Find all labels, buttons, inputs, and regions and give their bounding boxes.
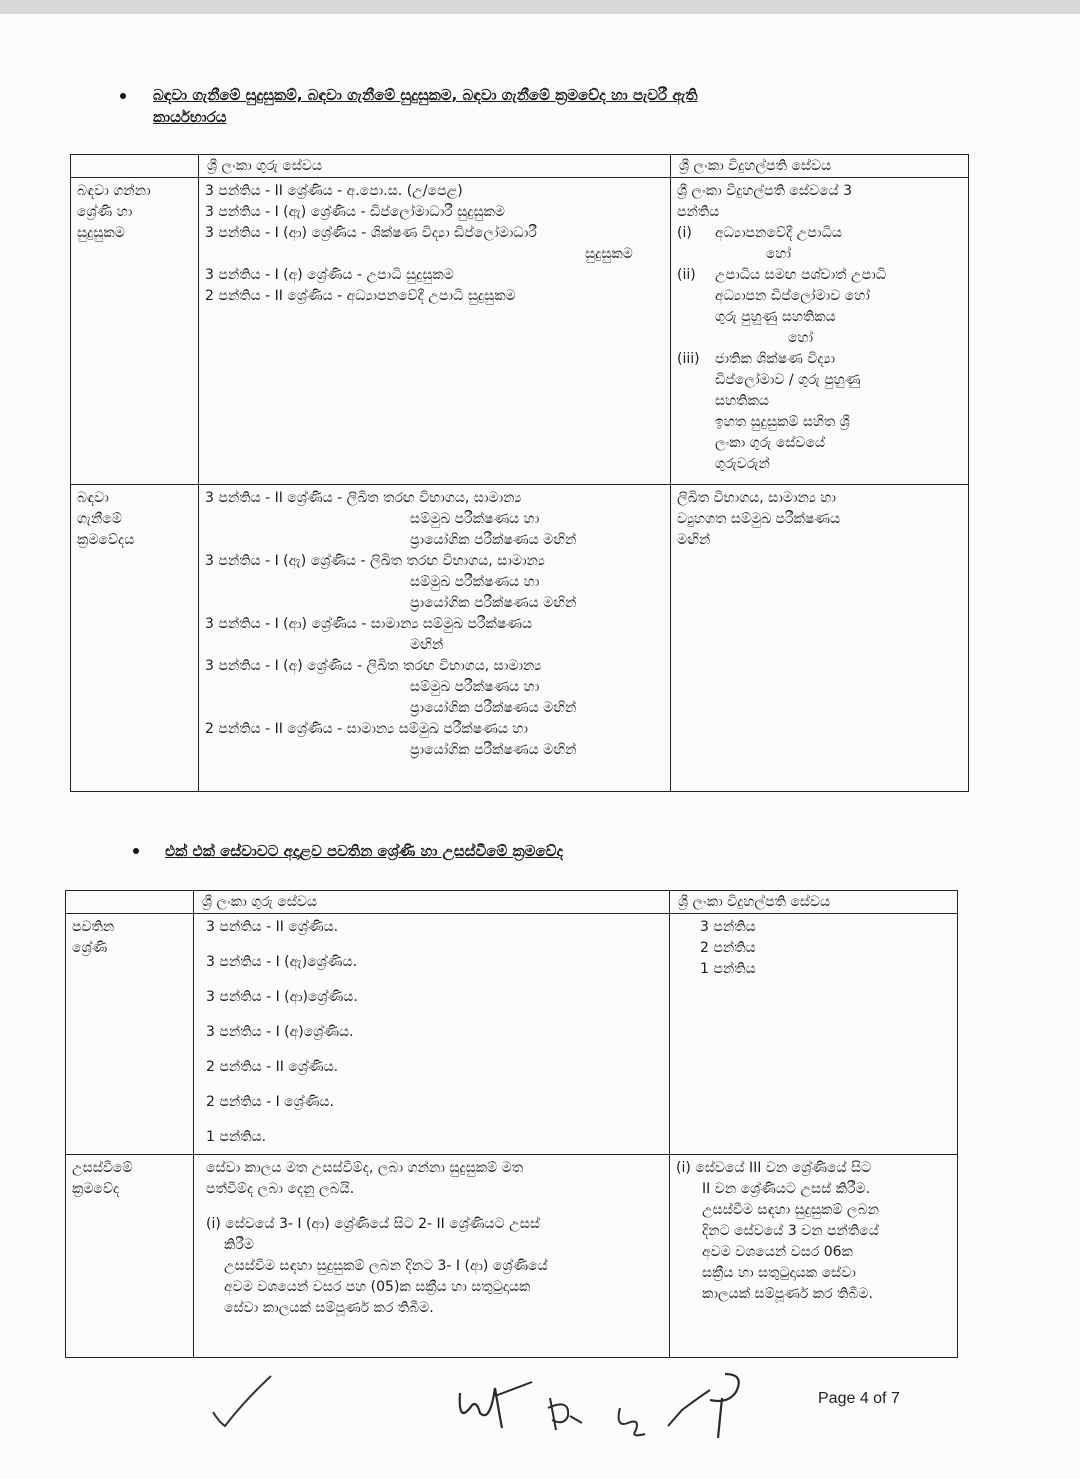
list-item bbox=[677, 349, 962, 475]
teacher-qualifications-cell bbox=[199, 178, 671, 485]
promotion-line: II වන ශ්‍රේණියට උසස් කිරීම. bbox=[702, 1181, 871, 1197]
grade-line: 2 පන්තිය - II ශ්‍රේණිය. bbox=[206, 1059, 339, 1075]
method-item bbox=[205, 551, 664, 614]
row-label-line: පවතින bbox=[72, 919, 115, 935]
bullet-icon bbox=[120, 93, 126, 99]
list-number: (iii) bbox=[677, 351, 700, 367]
section1-heading-line1: බඳවා ගැනීමේ සුදුසුකම්, බඳවා ගැනීමේ සුදුසුකම, බඳවා ගැනීමේ ක්‍රමවේද හා පැවරී ඇති bbox=[153, 86, 698, 104]
grade-line: 1 පන්තිය bbox=[700, 961, 756, 977]
row-label bbox=[71, 178, 199, 485]
header-principal-service: ශ්‍රී ලංකා විදුහල්පති සේවය bbox=[671, 155, 969, 178]
list-line: හෝ bbox=[787, 330, 814, 346]
method-line: සම්මුඛ පරීක්ෂණය හා bbox=[410, 511, 540, 527]
header-empty-cell bbox=[71, 155, 199, 178]
list-line: ඉහත සුදුසුකම් සහිත ශ්‍රී bbox=[715, 414, 850, 430]
table-row bbox=[71, 178, 969, 485]
method-line: 2 පන්තිය - II ශ්‍රේණිය - සාමාන්‍ය සම්මුඛ පරීක්ෂණය හා bbox=[205, 721, 529, 737]
list-line: හෝ bbox=[765, 246, 792, 262]
method-line: ලිඛිත විභාගය, සාමාන්‍ය හා bbox=[677, 490, 836, 506]
qualification-line: 2 පන්තිය - II ශ්‍රේණිය - අධ්‍යාපනවේදී උපාධි සුදුසුකම bbox=[205, 288, 516, 304]
spacer bbox=[206, 1200, 663, 1214]
list-line: ඩිප්ලෝමාව / ගුරු පුහුණු bbox=[715, 372, 861, 388]
row-label-line: සුදුසුකම bbox=[77, 225, 125, 241]
table-row bbox=[71, 485, 969, 792]
method-line: ප්‍රායෝගික පරීක්ෂණය මඟින් bbox=[410, 700, 577, 716]
recruitment-table bbox=[70, 154, 969, 792]
promotion-line: (i) සේවයේ III වන ශ්‍රේණියේ සිට bbox=[676, 1160, 872, 1176]
row-label-line: ක්‍රමවේද bbox=[72, 1181, 120, 1197]
list-line: අධ්‍යාපනවේදී උපාධිය bbox=[715, 225, 842, 241]
promotion-line: අවම වශයෙන් වසර පහ (05)ක සක්‍රීය හා සතුටුදායක bbox=[224, 1279, 531, 1295]
method-item bbox=[205, 656, 664, 719]
method-item bbox=[205, 719, 664, 761]
table-row bbox=[66, 914, 958, 1155]
method-line: ව්‍යුහගත සම්මුඛ පරීක්ෂණය bbox=[677, 511, 841, 527]
row-label-line: උසස්වීමේ bbox=[72, 1160, 133, 1176]
principal-grades-cell bbox=[670, 914, 958, 1155]
method-line: 3 පන්තිය - I (අ) ශ්‍රේණිය - ලිඛිත තරඟ විභාගය, සාමාන්‍ය bbox=[205, 658, 542, 674]
section1-heading bbox=[153, 84, 853, 128]
principal-intro-line: පන්තිය bbox=[677, 204, 720, 220]
signature-icon bbox=[440, 1368, 760, 1438]
method-line: 3 පන්තිය - I (ආ) ශ්‍රේණිය - සාමාන්‍ය සම්මුඛ පරීක්ෂණය bbox=[205, 616, 533, 632]
page-number: Page 4 of 7 bbox=[818, 1390, 900, 1407]
qualification-line: සුදුසුකම bbox=[585, 246, 633, 262]
teacher-grades-cell bbox=[194, 914, 670, 1155]
method-line: ප්‍රායෝගික පරීක්ෂණය මඟින් bbox=[410, 532, 577, 548]
list-line: ගුරු පුහුණු සහතිකය bbox=[715, 309, 836, 325]
row-label-line: ශ්‍රේණි bbox=[72, 940, 108, 956]
header-teacher-service: ශ්‍රී ලංකා ගුරු සේවය bbox=[194, 891, 670, 914]
method-line: 3 පන්තිය - I (ඇ) ශ්‍රේණිය - ලිඛිත තරඟ විභාගය, සාමාන්‍ය bbox=[205, 553, 545, 569]
principal-promotion-cell bbox=[670, 1155, 958, 1358]
list-line: උපාධිය සමඟ පශ්චාත් උපාධි bbox=[715, 267, 887, 283]
promotion-line: අවම වශයෙන් වසර 06ක bbox=[702, 1244, 853, 1260]
method-item bbox=[205, 614, 664, 656]
grade-line: 3 පන්තිය - I (ආ)ශ්‍රේණිය. bbox=[206, 989, 358, 1005]
list-line: සහතිකය bbox=[715, 393, 769, 409]
row-label bbox=[71, 485, 199, 792]
grade-line: 3 පන්තිය - II ශ්‍රේණිය. bbox=[206, 919, 339, 935]
section1-heading-line2: කාර්යභාරය bbox=[153, 108, 227, 126]
method-line: මඟින් bbox=[677, 532, 711, 548]
method-item bbox=[205, 488, 664, 551]
promotion-line: සේවා කාලය මත උසස්වීම්ද, ලබා ගන්නා සුදුසුකම් මත bbox=[206, 1160, 524, 1176]
qualification-line: 3 පන්තිය - II ශ්‍රේණිය - අ.පො.ස. (උ/පෙළ) bbox=[205, 183, 463, 199]
promotion-line: කිරීම bbox=[224, 1237, 254, 1253]
header-principal-service: ශ්‍රී ලංකා විදුහල්පති සේවය bbox=[670, 891, 958, 914]
section2-heading-line: එක් එක් සේවාවට අදාළව පවතින ශ්‍රේණි හා උසස්වීමේ ක්‍රමවේද bbox=[165, 842, 564, 860]
principal-intro-line: ශ්‍රී ලංකා විදුහල්පති සේවයේ 3 bbox=[677, 183, 853, 199]
method-line: සම්මුඛ පරීක්ෂණය හා bbox=[410, 574, 540, 590]
promotion-line: කාලයක් සම්පූර්ණ කර තිබීම. bbox=[702, 1286, 873, 1302]
method-line: ප්‍රායෝගික පරීක්ෂණය මඟින් bbox=[410, 595, 577, 611]
teacher-promotion-cell bbox=[194, 1155, 670, 1358]
row-label-line: ක්‍රමවේදය bbox=[77, 532, 135, 548]
promotion-line: සේවා කාලයක් සම්පූර්ණ කර තිබීම. bbox=[224, 1300, 434, 1316]
promotion-line: පත්වීම්ද ලබා දෙනු ලබයි. bbox=[206, 1181, 355, 1197]
grade-line: 3 පන්තිය - I (අ)ශ්‍රේණිය. bbox=[206, 1024, 354, 1040]
row-label bbox=[66, 1155, 194, 1358]
promotion-line: උසස්වීම සඳහා සුදුසුකම් ලබන දිනට 3- I (ආ) ශ්‍රේණියේ bbox=[224, 1258, 548, 1274]
row-label-line: බඳවා ගන්නා bbox=[77, 183, 151, 199]
method-line: මඟින් bbox=[410, 637, 444, 653]
row-label bbox=[66, 914, 194, 1155]
row-label-line: ගැනීමේ bbox=[77, 511, 122, 527]
method-line: ප්‍රායෝගික පරීක්ෂණය මඟින් bbox=[410, 742, 577, 758]
qualification-line: 3 පන්තිය - I (ආ) ශ්‍රේණිය - ශික්ෂණ විද්‍යා ඩිප්ලෝමාධාරී bbox=[205, 225, 537, 241]
list-item bbox=[677, 223, 962, 265]
promotion-line: දිනට සේවයේ 3 වන පන්තියේ bbox=[702, 1223, 879, 1239]
list-line: ජාතික ශික්ෂණ විද්‍යා bbox=[715, 351, 836, 367]
method-line: සම්මුඛ පරීක්ෂණය හා bbox=[410, 679, 540, 695]
row-label-line: ශ්‍රේණි හා bbox=[77, 204, 133, 220]
list-line: ලංකා ගුරු සේවයේ bbox=[715, 435, 826, 451]
table-header-row bbox=[66, 891, 958, 914]
list-line: ගුරුවරුන් bbox=[715, 456, 770, 472]
grade-line: 2 පන්තිය bbox=[700, 940, 756, 956]
grade-line: 3 පන්තිය - I (ඇ)ශ්‍රේණිය. bbox=[206, 954, 358, 970]
principal-qualifications-cell bbox=[671, 178, 969, 485]
list-number: (i) bbox=[677, 225, 692, 241]
method-line: 3 පන්තිය - II ශ්‍රේණිය - ලිඛිත තරඟ විභාගය, සාමාන්‍ය bbox=[205, 490, 522, 506]
table-row bbox=[66, 1155, 958, 1358]
section2-heading bbox=[165, 840, 685, 862]
promotion-line: උසස්වීම සඳහා සුදුසුකම් ලබන bbox=[702, 1202, 879, 1218]
header-teacher-service: ශ්‍රී ලංකා ගුරු සේවය bbox=[199, 155, 671, 178]
header-empty-cell bbox=[66, 891, 194, 914]
list-item bbox=[677, 265, 962, 349]
scan-top-strip bbox=[0, 0, 1080, 14]
grades-promotion-table bbox=[65, 890, 958, 1358]
list-number: (ii) bbox=[677, 267, 696, 283]
grade-line: 1 පන්තිය. bbox=[206, 1129, 267, 1145]
grade-line: 2 පන්තිය - I ශ්‍රේණිය. bbox=[206, 1094, 334, 1110]
grade-line: 3 පන්තිය bbox=[700, 919, 756, 935]
checkmark-icon bbox=[205, 1370, 275, 1430]
promotion-line: සක්‍රීය හා සතුටුදායක සේවා bbox=[702, 1265, 856, 1281]
bullet-icon bbox=[133, 848, 139, 854]
list-line: අධ්‍යාපන ඩිප්ලෝමාව හෝ bbox=[715, 288, 870, 304]
table-header-row bbox=[71, 155, 969, 178]
teacher-methods-cell bbox=[199, 485, 671, 792]
qualification-line: 3 පන්තිය - I (අ) ශ්‍රේණිය - උපාධි සුදුසුකම bbox=[205, 267, 454, 283]
row-label-line: බඳවා bbox=[77, 490, 109, 506]
promotion-line: (i) සේවයේ 3- I (ආ) ශ්‍රේණියේ සිට 2- II ශ්‍රේණියට උසස් bbox=[206, 1216, 540, 1232]
qualification-line: 3 පන්තිය - I (ඇ) ශ්‍රේණිය - ඩිප්ලෝමාධාරී සුදුසුකම bbox=[205, 204, 505, 220]
principal-methods-cell bbox=[671, 485, 969, 792]
